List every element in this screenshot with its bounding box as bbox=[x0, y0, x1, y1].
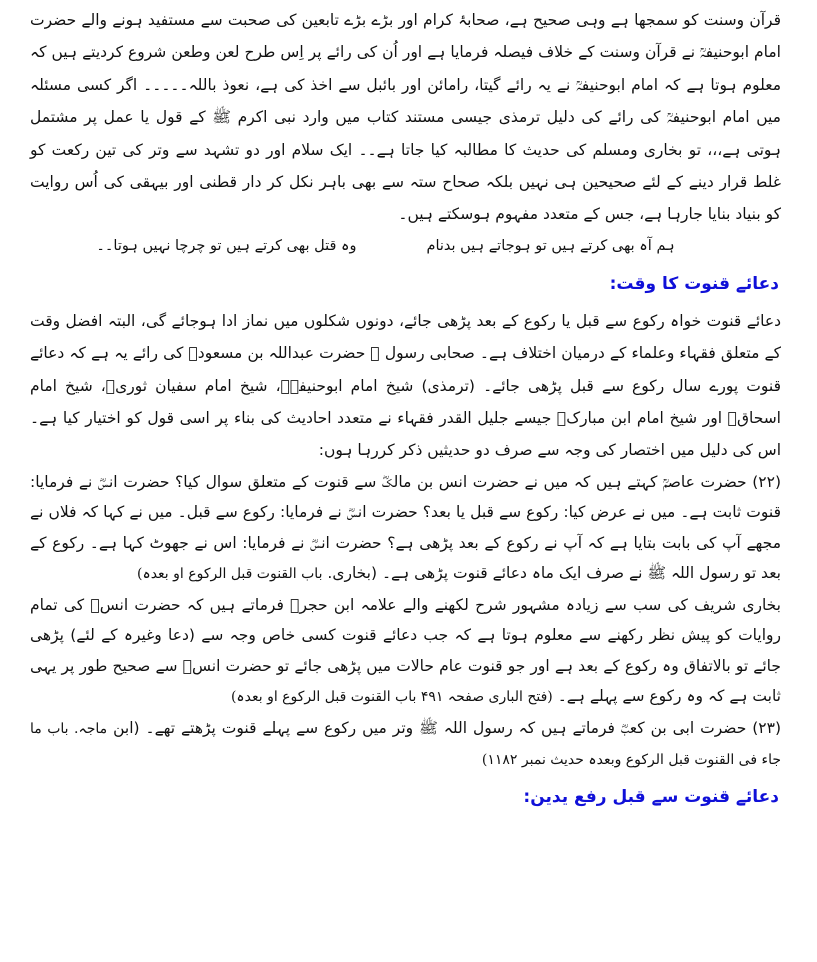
fath-al-bari-reference: (فتح الباری صفحہ ۴۹۱ باب القنوت قبل الرکوع او بعدہ) bbox=[230, 689, 553, 706]
ibn-hajar-note bbox=[30, 590, 781, 713]
qunoot-time-paragraph: دعائے قنوت خواہ رکوع سے قبل یا رکوع کے بعد پڑھی جائے، دونوں شکلوں میں نماز ادا ہوجائے گی، البتہ افضل وقت کے متعلق فقہاء وعلماء کے درمیان اختلاف ہے۔ صحابی رسول ﷺ حضرت عبداللہ بن مسعودؓ کی رائے یہ ہے کہ دعائے قنوت پورے سال رکوع سے قبل پڑھی جائے۔ (ترمذی) شیخ امام ابوحنیفہؒ، شیخ امام سفیان ثوریؒ، شیخ امام اسحاقؒ اور شیخ امام ابن مبارکؒ جیسے جلیل القدر فقہاء نے متعدد احادیث کی بناء پر اسی قول کو اختیار کیا ہے۔ اس کی دلیل میں اختصار کی وجہ سے صرف دو حدیثیں ذکر کررہا ہوں: bbox=[30, 311, 781, 460]
hadith-22-reference: باب القنوت قبل الرکوع او بعدہ) bbox=[137, 566, 323, 583]
couplet-left-line: وہ قتل بھی کرتے ہیں تو چرچا نہیں ہوتا۔۔ bbox=[96, 237, 357, 254]
ibn-majah-reference: ماجہ. باب ما جاء فی القنوت قبل الرکوع وبعدہ حدیث نمبر ۱۱۸۲) bbox=[30, 720, 781, 769]
hadith-22-text: (۲۲) حضرت عاصمؒ کہتے ہیں کہ میں نے حضرت انس بن مالکؓ سے قنوت کے متعلق سوال کیا؟ حضرت انسؓ نے فرمایا: قنوت ثابت ہے۔ میں نے عرض کیا: رکوع سے قبل یا بعد؟ حضرت انسؓ نے فرمایا: رکوع سے قبل۔ میں نے کہا کہ فلاں نے مجھے آپ کی بابت بتایا ہے کہ آپ نے رکوع کے بعد پڑھی ہے؟ حضرت انسؓ نے فرمایا: اس نے جھوٹ کہا ہے۔ رکوع کے بعد تو رسول اللہ ﷺ نے صرف ایک ماہ دعائے قنوت پڑھی ہے۔ (بخاری. bbox=[30, 472, 781, 583]
couplet-right-line: ہم آہ بھی کرتے ہیں تو ہوجاتے ہیں بدنام bbox=[426, 237, 675, 254]
hadith-23-text: (۲۳) حضرت ابی بن کعبؓ فرماتے ہیں کہ رسول اللہ ﷺ وتر میں رکوع سے پہلے قنوت پڑھتے تھے۔ (ابن bbox=[113, 718, 781, 737]
intro-paragraph: قرآن وسنت کو سمجھا ہے وہی صحیح ہے، صحابۂ کرام اور بڑے بڑے تابعین کی صحبت سے مستفید ہونے والے حضرت امام ابوحنیفہؒ نے قرآن وسنت کے خلاف فیصلہ فرمایا ہے اور اُن کی رائے پر اِس طرح لعن وطعن شروع کردیتے ہیں کہ معلوم ہوتا ہے کہ امام ابوحنیفہؒ نے یہ رائے گیتا، رامائن اور بائبل سے اخذ کی ہے، نعوذ باللہ۔۔۔۔۔ اگر کسی مسئلہ میں امام ابوحنیفہؒ کی رائے کی دلیل ترمذی جیسی مستند کتاب میں وارد نبی اکرم ﷺ کے قول یا عمل پر مشتمل ہوتی ہے،،، تو بخاری ومسلم کی حدیث کا مطالبہ کیا جاتا ہے۔۔ ایک سلام اور دو تشہد سے وتر کی تین رکعت کو غلط قرار دینے کے لئے صحیحین ہی نہیں بلکہ صحاح ستہ سے بھی باہر نکل کر دار قطنی اور بیہقی کی اُس روایت کو بنیاد بنایا جارہا ہے، جس کے متعدد مفہوم ہوسکتے ہیں۔ bbox=[30, 11, 781, 224]
hadith-22 bbox=[30, 467, 781, 590]
poetry-couplet bbox=[30, 231, 781, 261]
section-heading-raf-yadain: دعائے قنوت سے قبل رفع یدین: bbox=[523, 786, 779, 807]
hadith-23 bbox=[30, 713, 781, 776]
section-heading-qunoot-time: دعائے قنوت کا وقت: bbox=[609, 273, 779, 294]
ibn-hajar-note-text: بخاری شریف کی سب سے زیادہ مشہور شرح لکھنے والے علامہ ابن حجرؒ فرماتے ہیں کہ حضرت انسؓ کی تمام روایات کو پیش نظر رکھنے سے معلوم ہوتا ہے کہ جب دعائے قنوت کسی خاص وجہ سے (دعا وغیرہ کے لئے) پڑھی جائے تو بالاتفاق وہ رکوع کے بعد ہے اور جو قنوت عام حالات میں پڑھی جائے تو حضرت انسؓ سے صحیح طور پر یہی ثابت ہے کہ وہ رکوع سے پہلے ہے۔ bbox=[30, 595, 781, 706]
